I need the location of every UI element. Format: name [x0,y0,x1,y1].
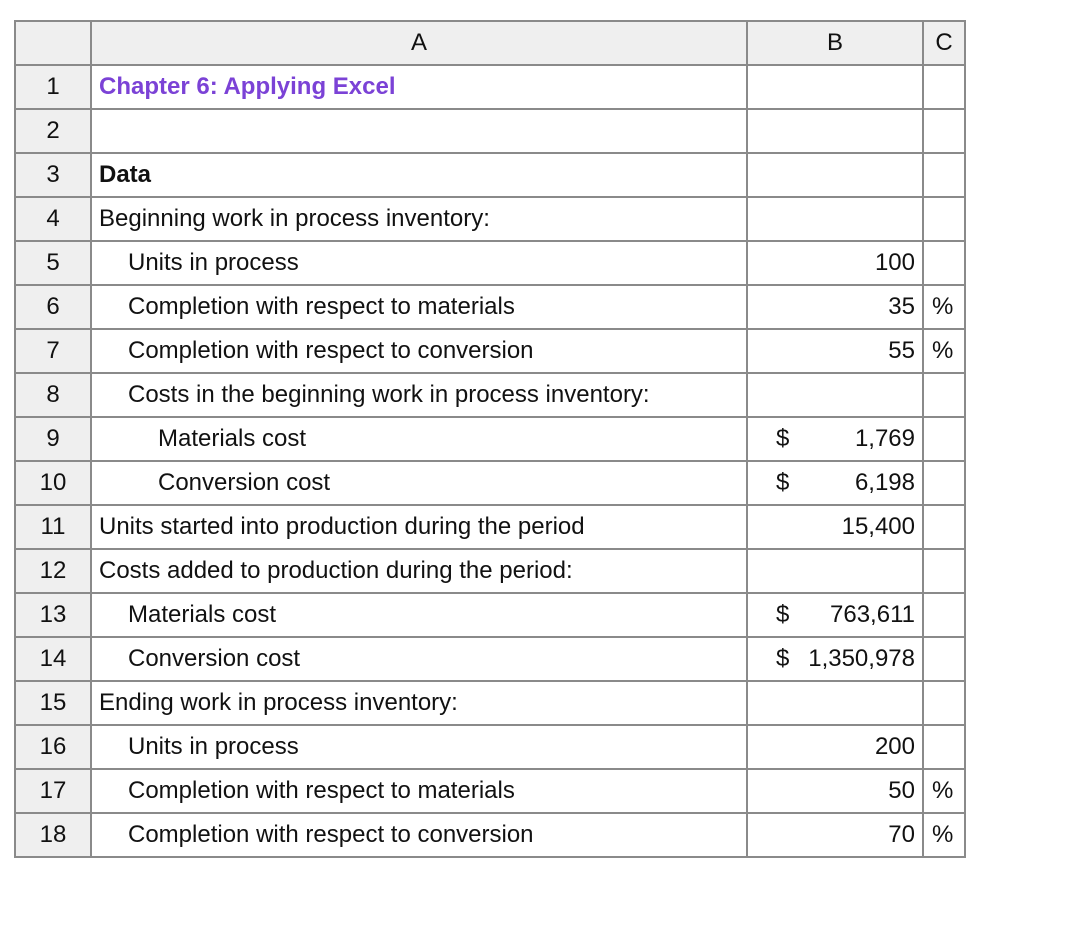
currency-symbol: $ [776,425,790,452]
cell-c[interactable]: % [923,813,965,857]
table-row [15,153,965,197]
cell-a[interactable]: Ending work in process inventory: [91,681,747,725]
cell-a[interactable]: Units in process [91,241,747,285]
table-row [15,461,965,505]
cell-c[interactable] [923,65,965,109]
row-header[interactable]: 1 [15,65,91,109]
cell-a[interactable]: Conversion cost [91,461,747,505]
cell-c[interactable] [923,197,965,241]
cell-b[interactable] [747,769,923,813]
cell-b[interactable] [747,373,923,417]
cell-c[interactable] [923,505,965,549]
cell-a[interactable]: Units started into production during the period [91,505,747,549]
table-row [15,241,965,285]
table-row [15,725,965,769]
table-row [15,637,965,681]
table-row [15,813,965,857]
row-header[interactable]: 2 [15,109,91,153]
cell-b[interactable] [747,725,923,769]
cell-b[interactable] [747,197,923,241]
cell-a[interactable] [91,109,747,153]
row-header[interactable]: 8 [15,373,91,417]
table-row [15,285,965,329]
row-header[interactable]: 10 [15,461,91,505]
cell-b[interactable] [747,461,923,505]
row-header[interactable]: 13 [15,593,91,637]
table-row [15,109,965,153]
row-header[interactable]: 12 [15,549,91,593]
cell-c[interactable] [923,681,965,725]
table-row [15,681,965,725]
cell-value: 1,350,978 [808,645,915,672]
cell-c[interactable] [923,241,965,285]
cell-c[interactable] [923,637,965,681]
column-header-row [15,21,965,65]
spreadsheet-grid [14,20,966,858]
cell-a[interactable]: Completion with respect to materials [91,285,747,329]
table-row [15,373,965,417]
cell-value: 15,400 [841,513,915,540]
currency-symbol: $ [776,469,790,496]
cell-a[interactable]: Costs added to production during the period: [91,549,747,593]
cell-b[interactable] [747,681,923,725]
cell-c[interactable]: % [923,285,965,329]
cell-value: 1,769 [854,425,915,452]
row-header[interactable]: 15 [15,681,91,725]
cell-value: 100 [874,249,915,276]
cell-c[interactable] [923,461,965,505]
cell-b[interactable] [747,329,923,373]
cell-a[interactable]: Materials cost [91,593,747,637]
cell-a[interactable]: Chapter 6: Applying Excel [91,65,747,109]
cell-value: 50 [888,777,915,804]
cell-c[interactable] [923,725,965,769]
table-row [15,417,965,461]
cell-b[interactable] [747,153,923,197]
table-row [15,197,965,241]
cell-c[interactable] [923,109,965,153]
cell-c[interactable] [923,153,965,197]
cell-a[interactable]: Completion with respect to materials [91,769,747,813]
currency-symbol: $ [776,601,790,628]
corner-select-all[interactable] [15,21,91,65]
cell-b[interactable] [747,241,923,285]
cell-c[interactable] [923,373,965,417]
cell-value: 200 [874,733,915,760]
row-header[interactable]: 9 [15,417,91,461]
cell-b[interactable] [747,505,923,549]
row-header[interactable]: 18 [15,813,91,857]
cell-a[interactable]: Conversion cost [91,637,747,681]
table-row [15,505,965,549]
column-header-b[interactable]: B [747,21,923,65]
cell-c[interactable] [923,417,965,461]
cell-value: 35 [888,293,915,320]
cell-b[interactable] [747,549,923,593]
cell-a[interactable]: Completion with respect to conversion [91,813,747,857]
row-header[interactable]: 17 [15,769,91,813]
cell-a[interactable]: Costs in the beginning work in process inventory: [91,373,747,417]
row-header[interactable]: 4 [15,197,91,241]
column-header-a[interactable]: A [91,21,747,65]
table-row [15,65,965,109]
cell-value: 70 [888,821,915,848]
cell-b[interactable] [747,65,923,109]
row-header[interactable]: 3 [15,153,91,197]
cell-value: 55 [888,337,915,364]
cell-value: 763,611 [830,601,915,628]
table-row [15,769,965,813]
cell-c[interactable]: % [923,329,965,373]
cell-b[interactable] [747,285,923,329]
cell-b[interactable] [747,813,923,857]
row-header[interactable]: 7 [15,329,91,373]
row-header[interactable]: 6 [15,285,91,329]
currency-symbol: $ [776,645,790,672]
column-header-c[interactable]: C [923,21,965,65]
cell-b[interactable] [747,109,923,153]
cell-a[interactable]: Beginning work in process inventory: [91,197,747,241]
cell-c[interactable] [923,549,965,593]
cell-b[interactable] [747,637,923,681]
table-row [15,593,965,637]
cell-a[interactable]: Completion with respect to conversion [91,329,747,373]
row-header[interactable]: 11 [15,505,91,549]
cell-b[interactable] [747,593,923,637]
cell-c[interactable]: % [923,769,965,813]
row-header[interactable]: 5 [15,241,91,285]
cell-a[interactable]: Materials cost [91,417,747,461]
table-row [15,549,965,593]
row-header[interactable]: 14 [15,637,91,681]
row-header[interactable]: 16 [15,725,91,769]
cell-a[interactable]: Units in process [91,725,747,769]
cell-a[interactable]: Data [91,153,747,197]
cell-b[interactable] [747,417,923,461]
cell-value: 6,198 [854,469,915,496]
table-row [15,329,965,373]
cell-c[interactable] [923,593,965,637]
